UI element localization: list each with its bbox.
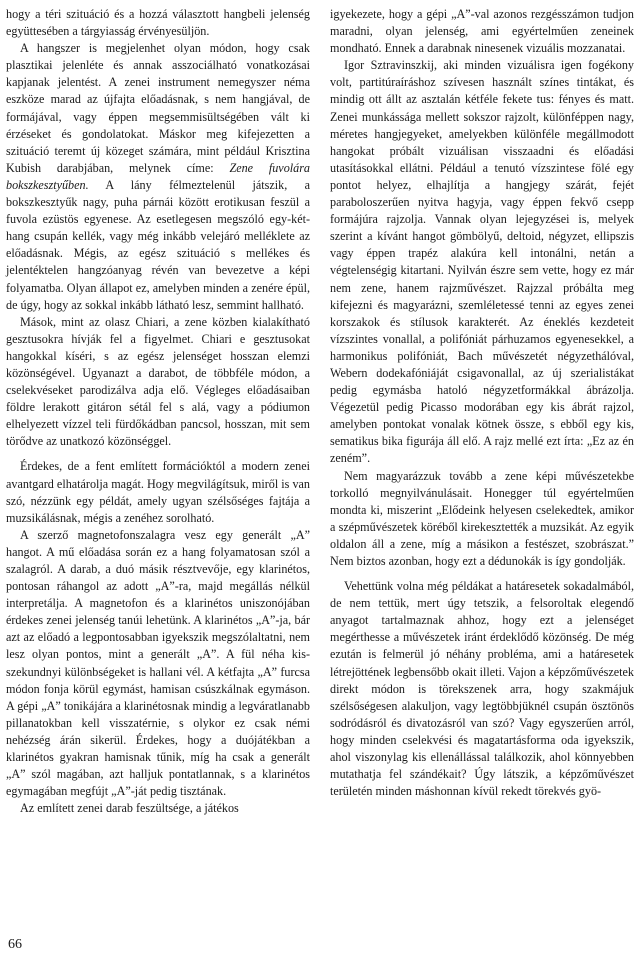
paragraph: Igor Sztravinszkij, aki minden vizuálisra igen fogékony volt, partitúraíráshoz szívesen használt színes tintákat, és mindig ott állt az asztalán kétféle fekete tus: fényes és matt. Zenei munkássága mellett sokszor rajzolt, különféppen nagy, méretes hangjegyeket, amelyekben különféle megállmodott hangokat próbált vizuálisan visszaadni és előadási utasításokkal ellátni. Például a tenutó vízszintese fölé egy pontot helyez, elhajlítja a hangjegy szárát, fejét paraboloszerűen nyitva hagyja, vagy éppen fekvő csepp formájúra rajzolja. Vannak olyan lejegyzései is, melyek szerint a kívánt hangot gömbölyű, deltoid, négyzet, ellipszis vagy éppen trapéz alakúra kell intonálni, netán a végtelenségig kitartani. Nyilván észre sem vette, hogy ez már nem zene, hanem rajzművészet. Rajzzal próbálta meg kifejezni és magyarázni, szemléletessé tenni az egyes zenei korszakok és stílusok karakterét. Az éneklés kezdeteit vízszintes vonallal, a polifóniát párhuzamos egyenesekkel, a harmonikus polifóniát, Bach művészetét négyzethálóval, Webern dodekafóniáját csigavonallal, az új szerialistákat pedig egymásba hatoló négyzetformákkal ábrázolja. Végezetül pedig Picasso modorában egy kis ábrát rajzol, amelyben pontokat vonalak kötnek össze, s ebből egy kis, sematikus bika figurája áll elő. A rajz mellé ezt írta: „Ez az én zeném”. — [330, 58, 634, 466]
paragraph: hogy a téri szituáció és a hozzá választott hangbeli jelenség együttesében a tárgyiasság érvényesüljön. — [6, 7, 310, 39]
paragraph: Vehettünk volna még példákat a határesetek sokadalmából, de nem tettük, mert úgy tetszik, a felsoroltak elegendő anyagot tartalmaznak ahhoz, hogy ezt a jelenséget megérthesse a művészetek iránt érdeklődő közönség. De még ezután is felmerül jó néhány probléma, ami a határesetek létrejöttének legbensőbb okait illeti. Vajon a képzőművészetek direkt módon is törekszenek arra, hogy szakmájuk szélsőségesen alakuljon, vagy legtöbbjüknél csupán ösztönös sodródásról és divatozásról van szó? Vagy egyszerűen arról, hogy minden cselekvési és magatartásforma oda igyekszik, ahol viszonylag kis ellenállással találkozik, ahol könnyebben mutathatja fel szándékait? Úgy látszik, a képzőművészet területén minden máshonnan kívül rekedt törekvés gyö- — [330, 579, 634, 799]
paragraph — [6, 40, 310, 314]
right-column — [330, 6, 634, 800]
paragraph: Az említett zenei darab feszültsége, a játékos — [20, 801, 239, 816]
work-title: Zene fuvolára bokszkesztyűben. — [6, 160, 311, 192]
paragraph: Érdekes, de a fent említett formációktól a modern zenei avantgard elhatárolja magát. Hogy megvilágítsuk, miről is van szó, nézzünk egy példát, amely ugyan szélsőséges fajtája a muzsikálásnak, mégis a zenéhez sorolható. — [6, 459, 310, 525]
page-number: 66 — [8, 937, 22, 952]
paragraph: A szerző magnetofonszalagra vesz egy generált „A” hangot. A mű előadása során ez a hang folyamatosan szól a szalagról. A darab, a duó másik résztvevője, egy klarinétos, pontosan ráhangol az adott „A”-ra, majd megállás nélkül interpretálja. A magnetofon és a klarinétos uniszonójában érdekes zenei jelenség tanúi lehetünk. A klarinétos „A”-ja, bár azt az előadó a legpontosabban igyekszik megszólaltatni, nem lesz olyan pontos, mint a generált „A”. A fül néha kis-szekundnyi különbségeket is hallani vél. A kétfajta „A” furcsa módon fonja körül egymást, hamisan csúszkálnak egymáson. A gépi „A” tonikájára a klarinétosnak mindig a legváratlanabb pillanatokban kell visszatérnie, s olykor ez csak némi nehézség árán sikerül. Érdekes, hogy a duójátékban a klarinétos gyakran hamisnak tűnik, míg ha csak a generált „A” szól magában, azt halljuk pontatlannak, s a klarinétos egymagában megfújt „A”-ját pedig tisztának. — [6, 527, 310, 799]
left-column — [6, 6, 310, 817]
paragraph: Mások, mint az olasz Chiari, a zene közben kialakítható gesztusokra hívják fel a figyelmet. Chiari e gesztusokat hangokkal kíséri, s az egész jelenséget hosszan elemzi közönségével. Ugyanazt a darabot, de többféle módon, a cselekvéseket parodizálva adja elő. Végleges előadásaiban földre lerakott gitáron sétál fel s alá, vagy a pódiumon elhelyezett vízzel teli fürdőkádban pancsol, hosszan, mit sem törődve az unatkozó közönséggel. — [6, 314, 310, 449]
paragraph: Nem magyarázzuk tovább a zene képi művészetekbe torkolló megnyilvánulásait. Honegger túl egyértelműen mondta ki, miszerint „Elődeink helyesen cselekedtek, amikor a szépművészetek köréből kirekesztették a muzsikát. Az egyik oldalon áll a zene, míg a másikon a festészet, szobrászat.” Nem biztos azonban, hogy ezt a dédunokák is így gondolják. — [330, 468, 634, 568]
paragraph: igyekezete, hogy a gépi „A”-val azonos rezgésszámon tudjon maradni, olyan jelenség, ami egyértelműen zeneinek mondható. Ennek a darabnak ninesenek vizuális mozzanatai. — [330, 7, 634, 56]
paragraph-text: A hangszer is megjelenhet olyan módon, hogy csak plasztikai jelenléte és annak asszociálható vonatkozásai kapjanak jelentést. A zenei instrument nemegyszer néma eszköze marad az újfajta előadásnak, s nem hangjával, de formájával, vagy éppen megsemmisültségében vált ki érzéseket és gondolatokat. Máskor meg kifejezetten a szituáció teremt új közeget számára, mint például Krisztina Kubish darabjában, melynek címe: — [6, 41, 310, 175]
paragraph-text: A lány félmeztelenül játszik, a bokszkesztyűk nagy, puha párnái között erotikusan feszül a fuvola ezüstös egyenese. Az esetlegesen megszóló egy-két-hang csupán kellék, vagy még inkább velejáró melléklete az előadásnak. Mégis, az egész szituáció s mellékes és jelentéktelen hangzóanyag révén van bevezetve a képi folyamatba. Olyan állapot ez, amelyben minden a zenére épül, de úgy, hogy az sokkal inkább látható lesz, semmint hallható. — [6, 177, 310, 312]
